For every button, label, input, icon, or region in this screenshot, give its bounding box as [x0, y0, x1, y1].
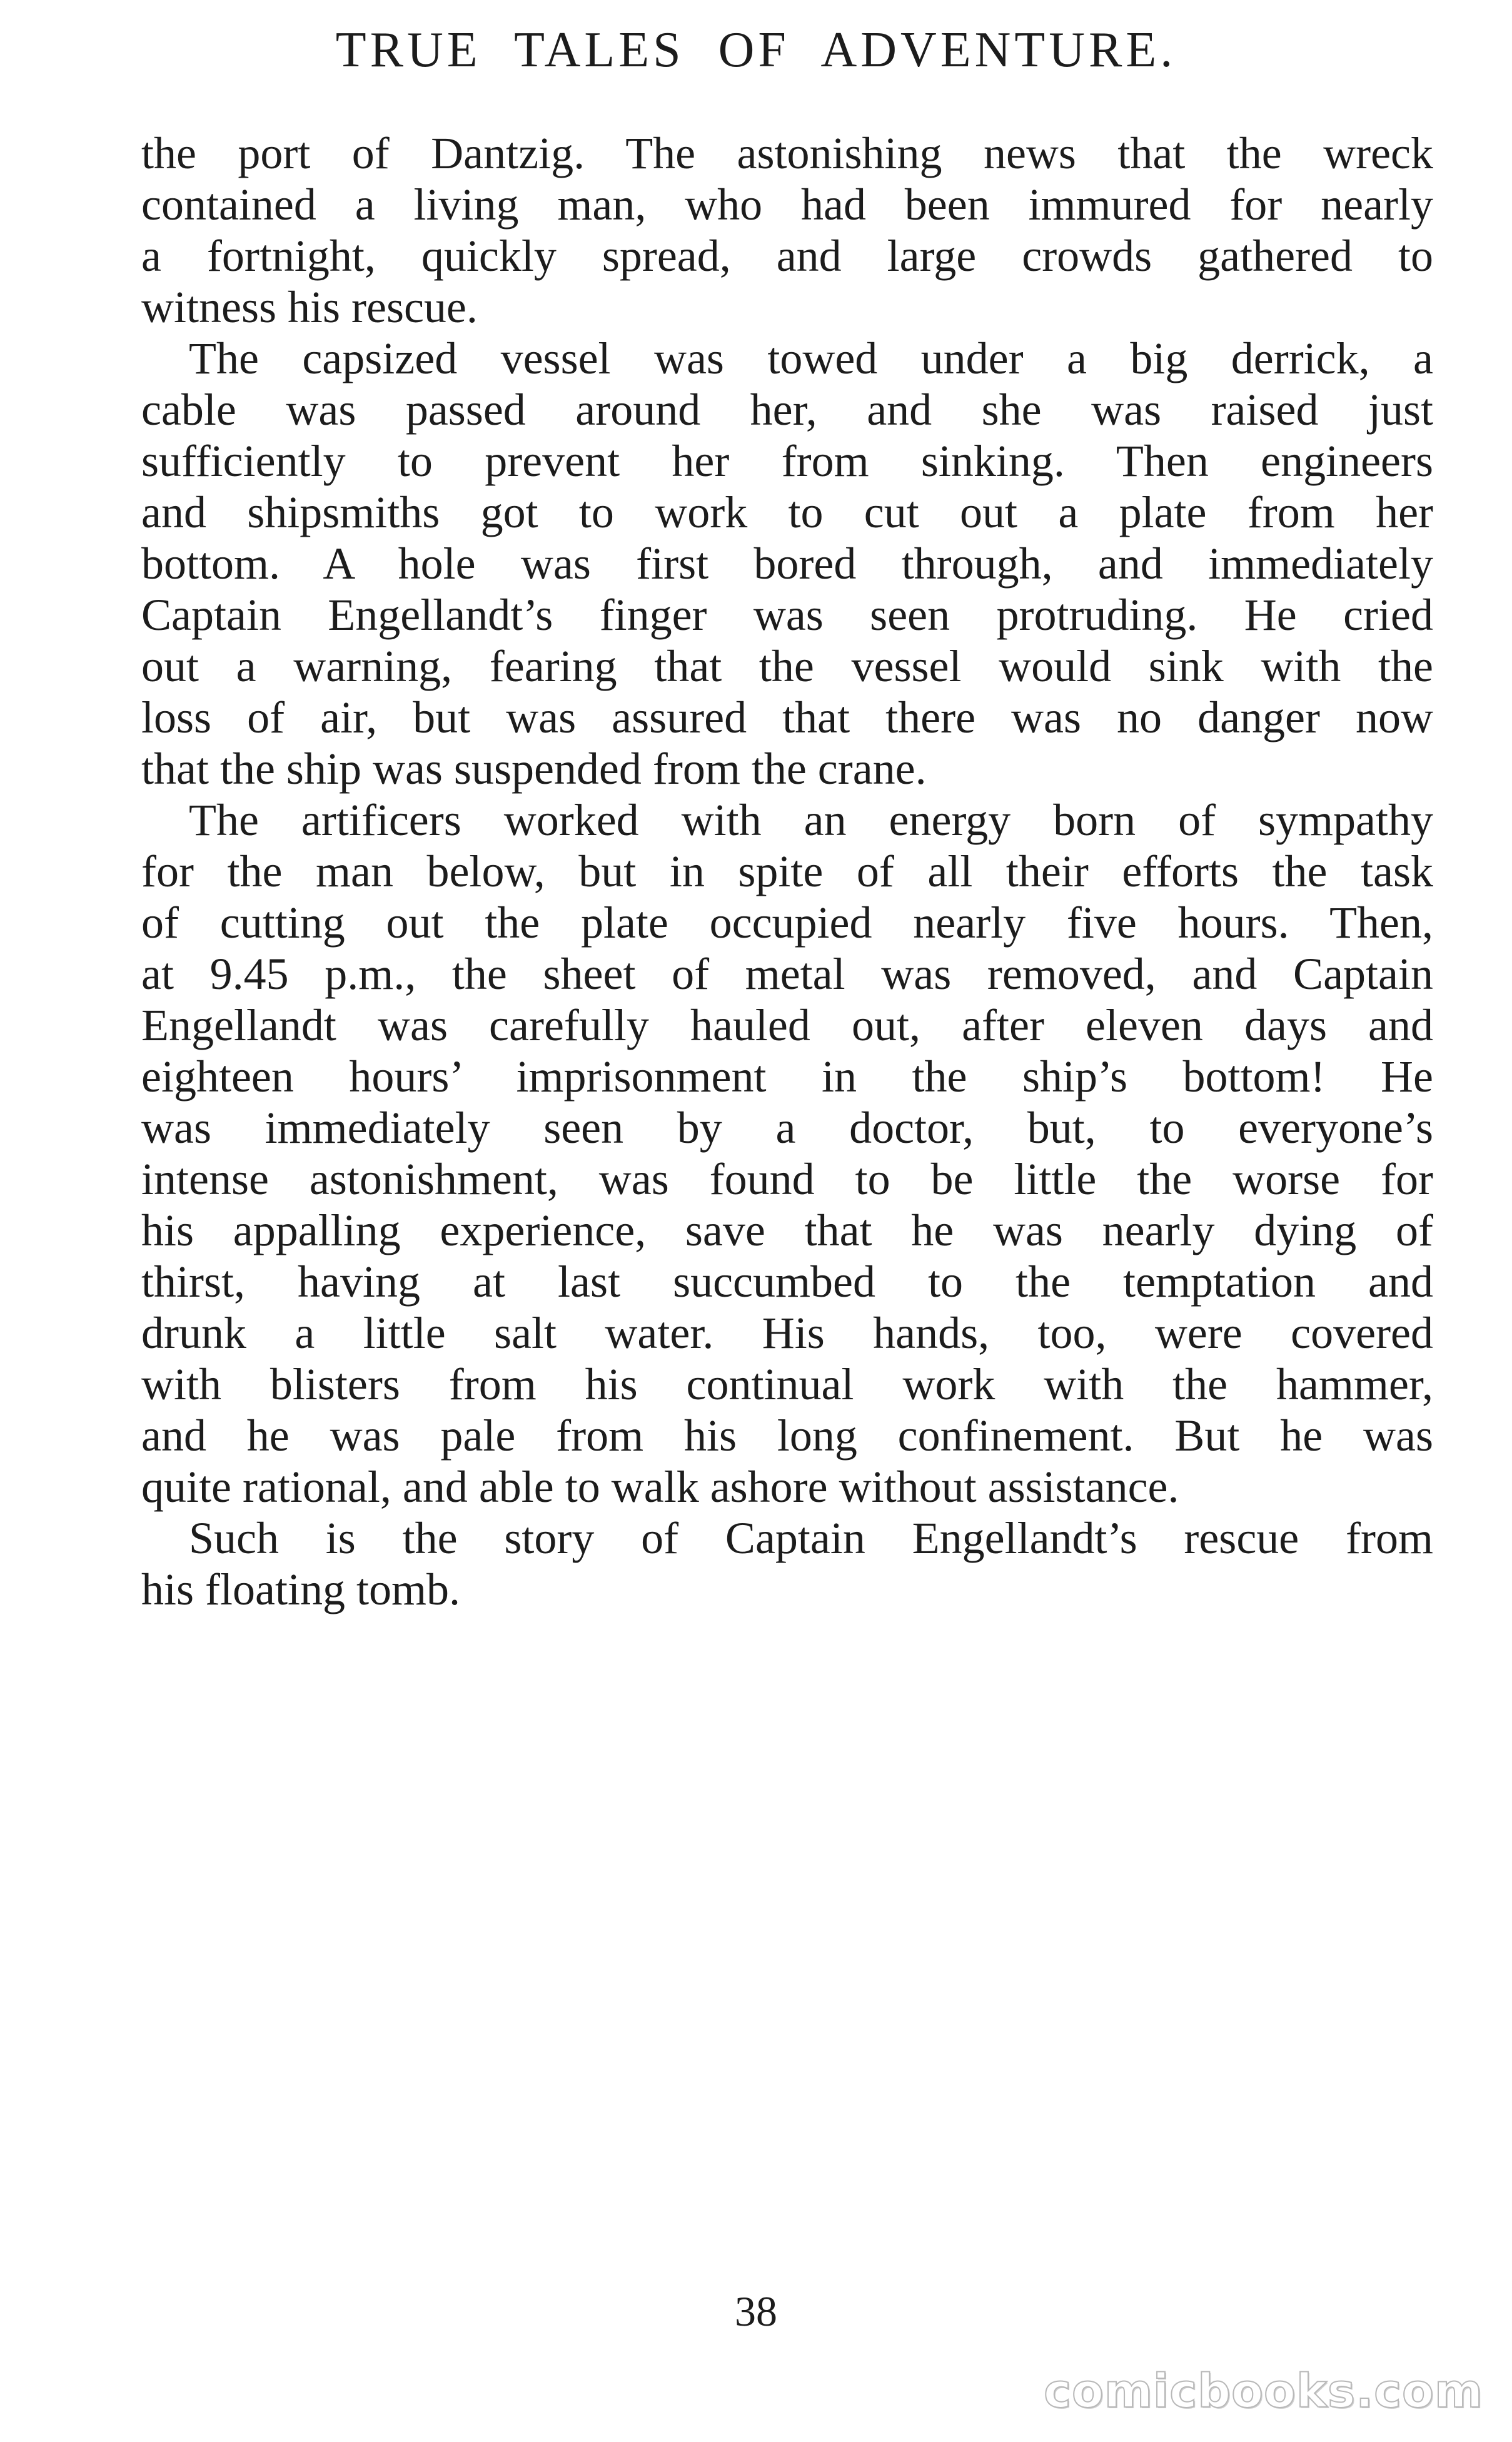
text-line: intense astonishment, was found to be little the worse for — [141, 1154, 1433, 1204]
running-head: TRUE TALES OF ADVENTURE. — [335, 23, 1177, 78]
watermark: comicbooks.com — [1044, 2364, 1483, 2418]
text-line: with blisters from his continual work with the hammer, — [141, 1359, 1433, 1409]
text-line: at 9.45 p.m., the sheet of metal was removed, and Captain — [141, 949, 1433, 999]
text-line: a fortnight, quickly spread, and large crowds gathered to — [141, 231, 1433, 281]
text-line: quite rational, and able to walk ashore without assistance. — [141, 1462, 1179, 1512]
text-line: the port of Dantzig. The astonishing news that the wreck — [141, 128, 1433, 178]
text-line: out a warning, fearing that the vessel would sink with the — [141, 641, 1433, 691]
text-line: that the ship was suspended from the crane. — [141, 744, 927, 794]
text-line: his floating tomb. — [141, 1564, 460, 1614]
text-line: Engellandt was carefully hauled out, after eleven days and — [141, 1000, 1433, 1050]
text-line: and shipsmiths got to work to cut out a plate from her — [141, 487, 1433, 537]
text-line: Such is the story of Captain Engellandt’s rescue from — [189, 1513, 1433, 1563]
text-line: cable was passed around her, and she was raised just — [141, 385, 1433, 435]
page-number: 38 — [735, 2287, 777, 2335]
text-line: of cutting out the plate occupied nearly five hours. Then, — [141, 898, 1433, 948]
text-line: was immediately seen by a doctor, but, to everyone’s — [141, 1103, 1433, 1153]
text-line: sufficiently to prevent her from sinking. Then engineers — [141, 436, 1433, 486]
text-line: loss of air, but was assured that there was no danger now — [141, 692, 1433, 742]
text-line: his appalling experience, save that he was nearly dying of — [141, 1205, 1433, 1255]
text-line: contained a living man, who had been immured for nearly — [141, 180, 1433, 230]
text-line: and he was pale from his long confinement. But he was — [141, 1411, 1433, 1461]
text-line: The capsized vessel was towed under a big derrick, a — [189, 333, 1433, 383]
text-line: The artificers worked with an energy born of sympathy — [189, 795, 1433, 845]
text-line: for the man below, but in spite of all their efforts the task — [141, 846, 1433, 896]
text-line: Captain Engellandt’s finger was seen protruding. He cried — [141, 590, 1433, 640]
text-line: eighteen hours’ imprisonment in the ship’s bottom! He — [141, 1051, 1433, 1102]
text-line: thirst, having at last succumbed to the temptation and — [141, 1257, 1433, 1307]
body-text — [141, 128, 1433, 1615]
text-line: bottom. A hole was first bored through, and immediately — [141, 539, 1433, 589]
text-line: drunk a little salt water. His hands, too, were covered — [141, 1308, 1433, 1358]
text-line: witness his rescue. — [141, 282, 478, 332]
